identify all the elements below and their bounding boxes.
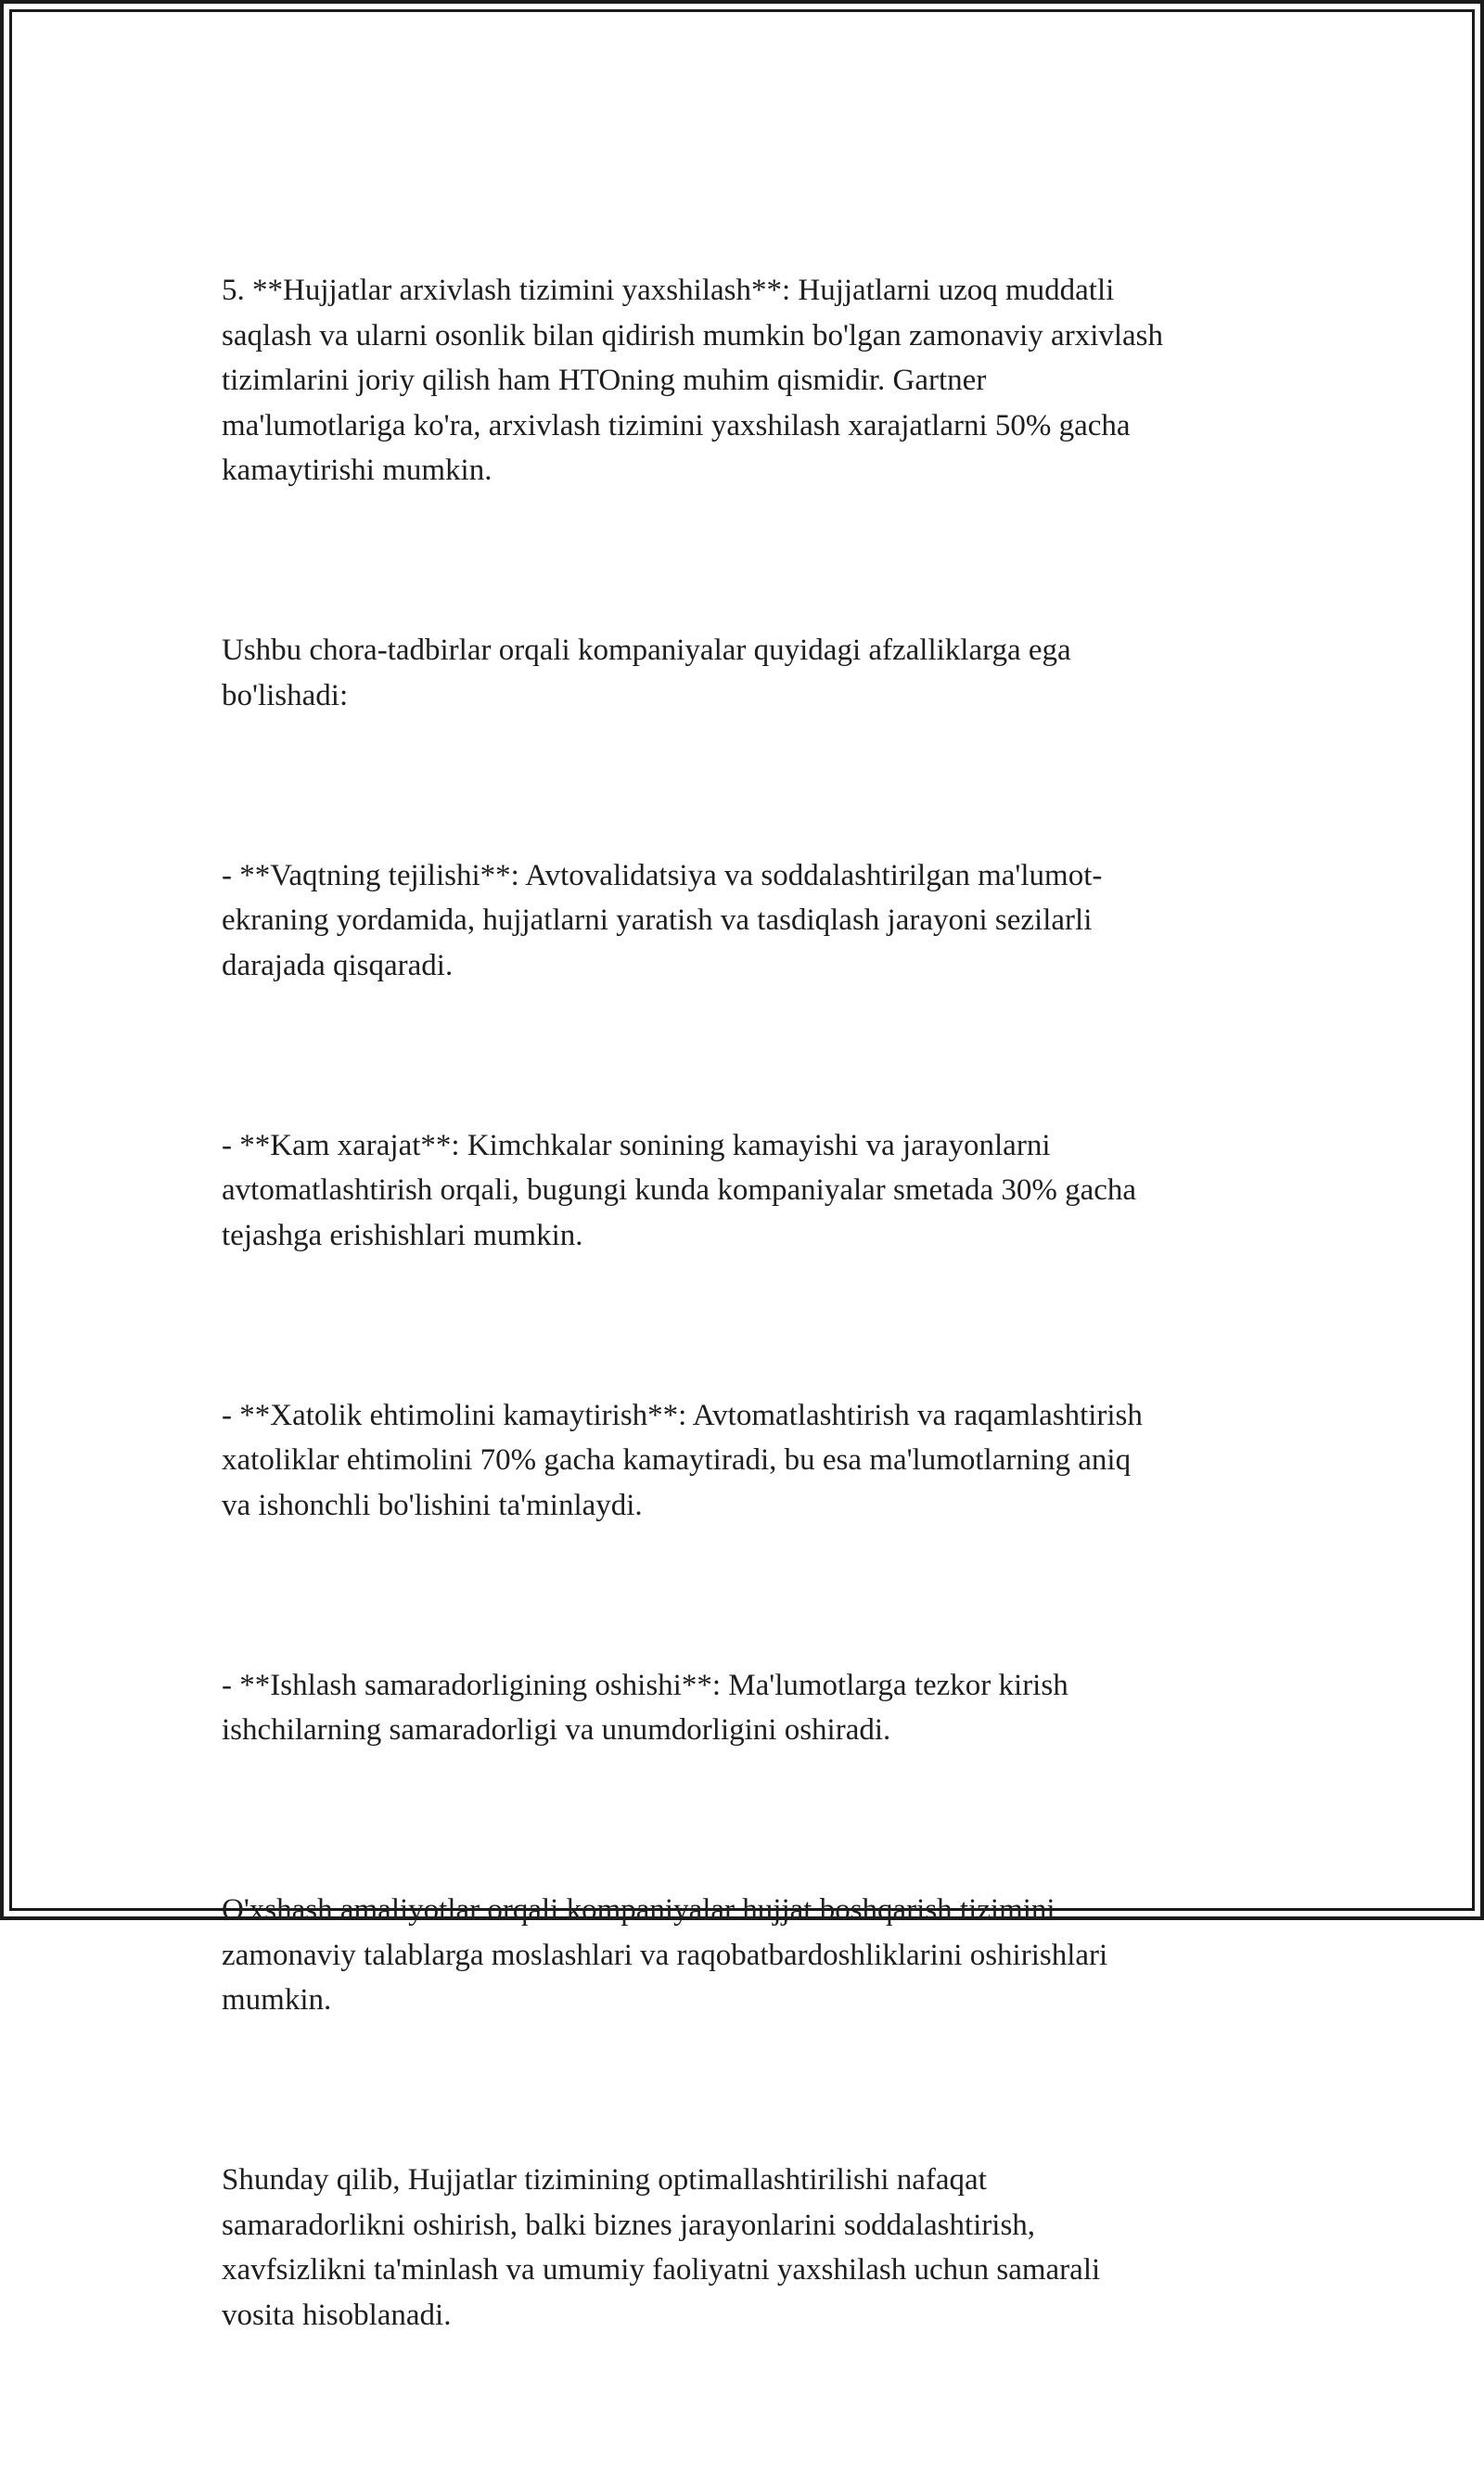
paragraph-conclusion: Shunday qilib, Hujjatlar tizimining optimallashtirilishi nafaqat samaradorlikni oshirish, balki biznes jarayonlarini soddalashtirish, xavfsizlikni ta'minlash va umumiy faoliyatni yaxshilash uchun samarali vosita hisoblanadi. bbox=[222, 2163, 1101, 2332]
list-item-efficiency-growth: - **Ishlash samaradorligining oshishi**: Ma'lumotlarga tezkor kirish ishchilarning samaradorligi va unumdorligini oshiradi. bbox=[222, 1668, 1068, 1747]
paragraph-benefits-intro: Ushbu chora-tadbirlar orqali kompaniyalar quyidagi afzalliklarga ega bo'lishadi: bbox=[222, 634, 1071, 712]
document-body bbox=[222, 178, 1279, 2473]
list-item-time-saving: - **Vaqtning tejilishi**: Avtovalidatsiya va soddalashtirilgan ma'lumot- ekraning yordamida, hujjatlarni yaratish va tasdiqlash jarayoni sezilarli darajada qisqaradi. bbox=[222, 858, 1103, 982]
paragraph-archiving-system: 5. **Hujjatlar arxivlash tizimini yaxshilash**: Hujjatlarni uzoq muddatli saqlash va ularni osonlik bilan qidirish mumkin bo'lgan zamonaviy arxivlash tizimlarini joriy qilish ham HTOning muhim qismidir. Gartner ma'lumotlariga ko'ra, arxivlash tizimini yaxshilash xarajatlarni 50% gacha kamaytirishi mumkin. bbox=[222, 274, 1164, 487]
list-item-error-reduction: - **Xatolik ehtimolini kamaytirish**: Avtomatlashtirish va raqamlashtirish xatoliklar ehtimolini 70% gacha kamaytiradi, bu esa ma'lumotlarning aniq va ishonchli bo'lishini ta'minlaydi. bbox=[222, 1398, 1143, 1522]
list-item-low-cost: - **Kam xarajat**: Kimchkalar sonining kamayishi va jarayonlarni avtomatlashtirish orqali, bugungi kunda kompaniyalar smetada 30% gacha tejashga erishishlari mumkin. bbox=[222, 1128, 1137, 1252]
paragraph-similar-practices: O'xshash amaliyotlar orqali kompaniyalar hujjat boshqarish tizimini zamonaviy talablarga moslashlari va raqobatbardoshliklarini oshirishlari mumkin. bbox=[222, 1893, 1108, 2017]
